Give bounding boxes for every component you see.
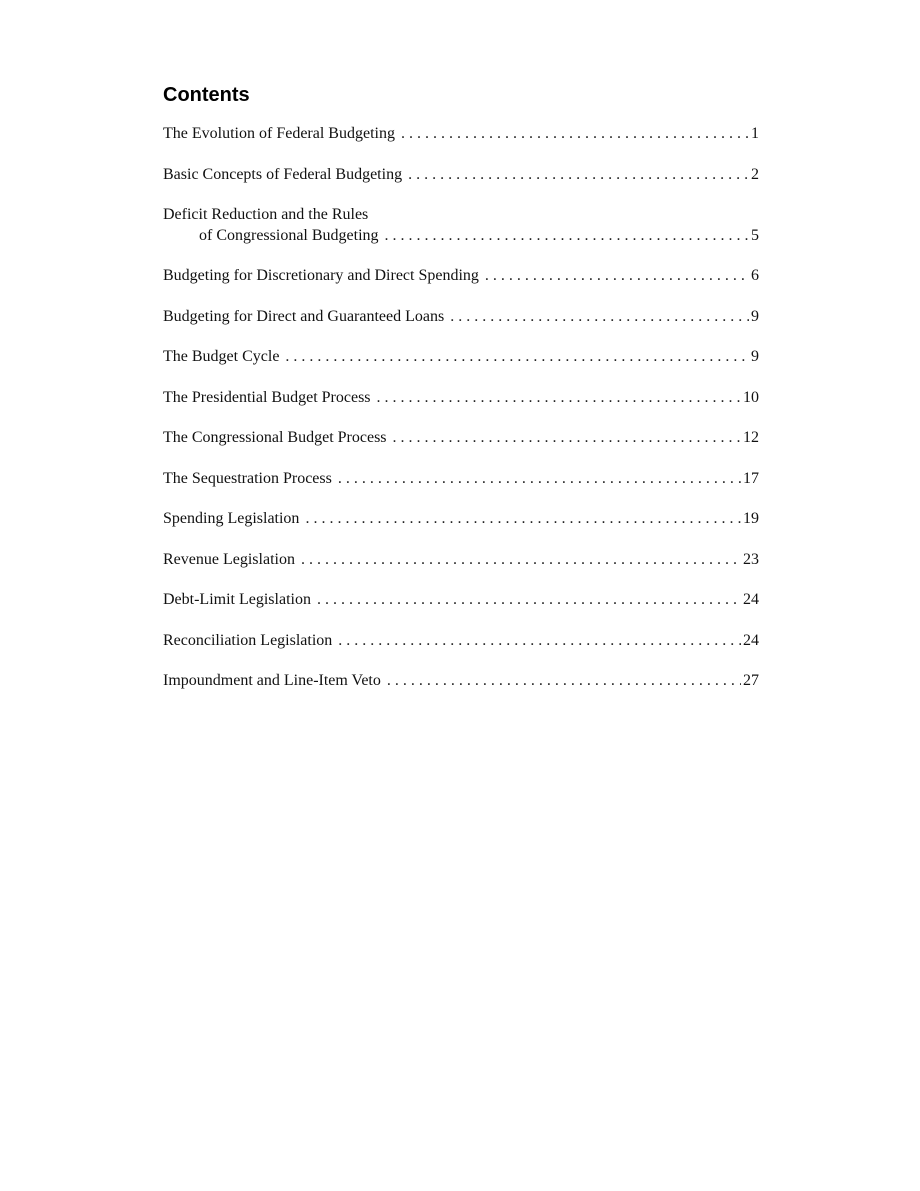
toc-line [163,205,759,226]
toc-entry-basic-concepts[interactable] [163,165,759,186]
toc-entry-title: The Presidential Budget Process [163,388,371,406]
toc-entry-discretionary-direct-spending[interactable] [163,266,759,287]
toc-entry-title: Budgeting for Direct and Guaranteed Loans [163,307,445,325]
toc-entry-page-number: 24 [743,591,759,608]
dot-leader [338,631,741,652]
toc-line [163,671,759,692]
toc-entry-revenue-legislation[interactable] [163,550,759,571]
toc-entry-title: The Sequestration Process [163,469,332,487]
toc-line [163,550,759,571]
toc-line [163,347,759,368]
toc-entry-page-number: 24 [743,631,759,649]
toc-line [163,165,759,186]
toc-entry-page-number: 23 [743,550,759,568]
contents-heading: Contents [163,84,250,106]
toc-entry-page-number: 5 [751,226,759,244]
dot-leader [408,165,749,186]
dot-leader [305,509,741,530]
dot-leader [338,469,741,490]
toc-entry-title: Spending Legislation [163,510,300,527]
toc-entry-presidential-budget-process[interactable] [163,388,759,409]
table-of-contents [163,124,759,692]
toc-entry-page-number: 6 [751,267,759,284]
toc-entry-debt-limit-legislation[interactable] [163,590,759,611]
dot-leader [485,266,749,287]
toc-entry-reconciliation-legislation[interactable] [163,631,759,652]
toc-entry-page-number: 9 [751,348,759,365]
toc-line [163,428,759,449]
toc-entry-page-number: 10 [743,388,759,406]
toc-entry-title: Debt-Limit Legislation [163,591,311,608]
toc-entry-title: Deficit Reduction and the Rules [163,206,369,223]
toc-entry-page-number: 12 [743,429,759,446]
toc-entry-spending-legislation[interactable] [163,509,759,530]
toc-entry-title: The Evolution of Federal Budgeting [163,125,395,142]
toc-line-continuation [163,226,759,247]
toc-entry-congressional-budget-process[interactable] [163,428,759,449]
dot-leader [317,590,741,611]
toc-line [163,509,759,530]
toc-entry-deficit-reduction[interactable] [163,205,759,246]
toc-entry-title: Budgeting for Discretionary and Direct Spending [163,267,479,284]
toc-entry-title: The Budget Cycle [163,348,280,365]
toc-entry-evolution-of-federal-budgeting[interactable] [163,124,759,145]
toc-entry-page-number: 27 [743,672,759,689]
toc-entry-budget-cycle[interactable] [163,347,759,368]
toc-entry-title: The Congressional Budget Process [163,429,387,446]
toc-entry-page-number: 2 [751,165,759,183]
toc-line [163,388,759,409]
toc-entry-page-number: 1 [751,125,759,142]
toc-entry-title: Reconciliation Legislation [163,631,333,649]
dot-leader [385,226,749,247]
contents-page [163,82,759,712]
toc-entry-page-number: 17 [743,469,759,487]
toc-entry-page-number: 19 [743,510,759,527]
toc-line [163,307,759,328]
toc-line [163,469,759,490]
dot-leader [301,550,741,571]
dot-leader [450,307,749,328]
toc-entry-title: Revenue Legislation [163,550,295,568]
toc-line [163,266,759,287]
toc-entry-impoundment-line-item-veto[interactable] [163,671,759,692]
toc-entry-direct-guaranteed-loans[interactable] [163,307,759,328]
toc-entry-title-continuation: of Congressional Budgeting [199,226,379,244]
toc-line [163,124,759,145]
dot-leader [401,124,749,145]
toc-line [163,631,759,652]
toc-line [163,590,759,611]
dot-leader [393,428,741,449]
toc-entry-sequestration-process[interactable] [163,469,759,490]
dot-leader [285,347,749,368]
toc-entry-page-number: 9 [751,307,759,325]
dot-leader [387,671,741,692]
toc-entry-title: Basic Concepts of Federal Budgeting [163,165,403,183]
dot-leader [377,388,741,409]
toc-entry-title: Impoundment and Line-Item Veto [163,672,381,689]
